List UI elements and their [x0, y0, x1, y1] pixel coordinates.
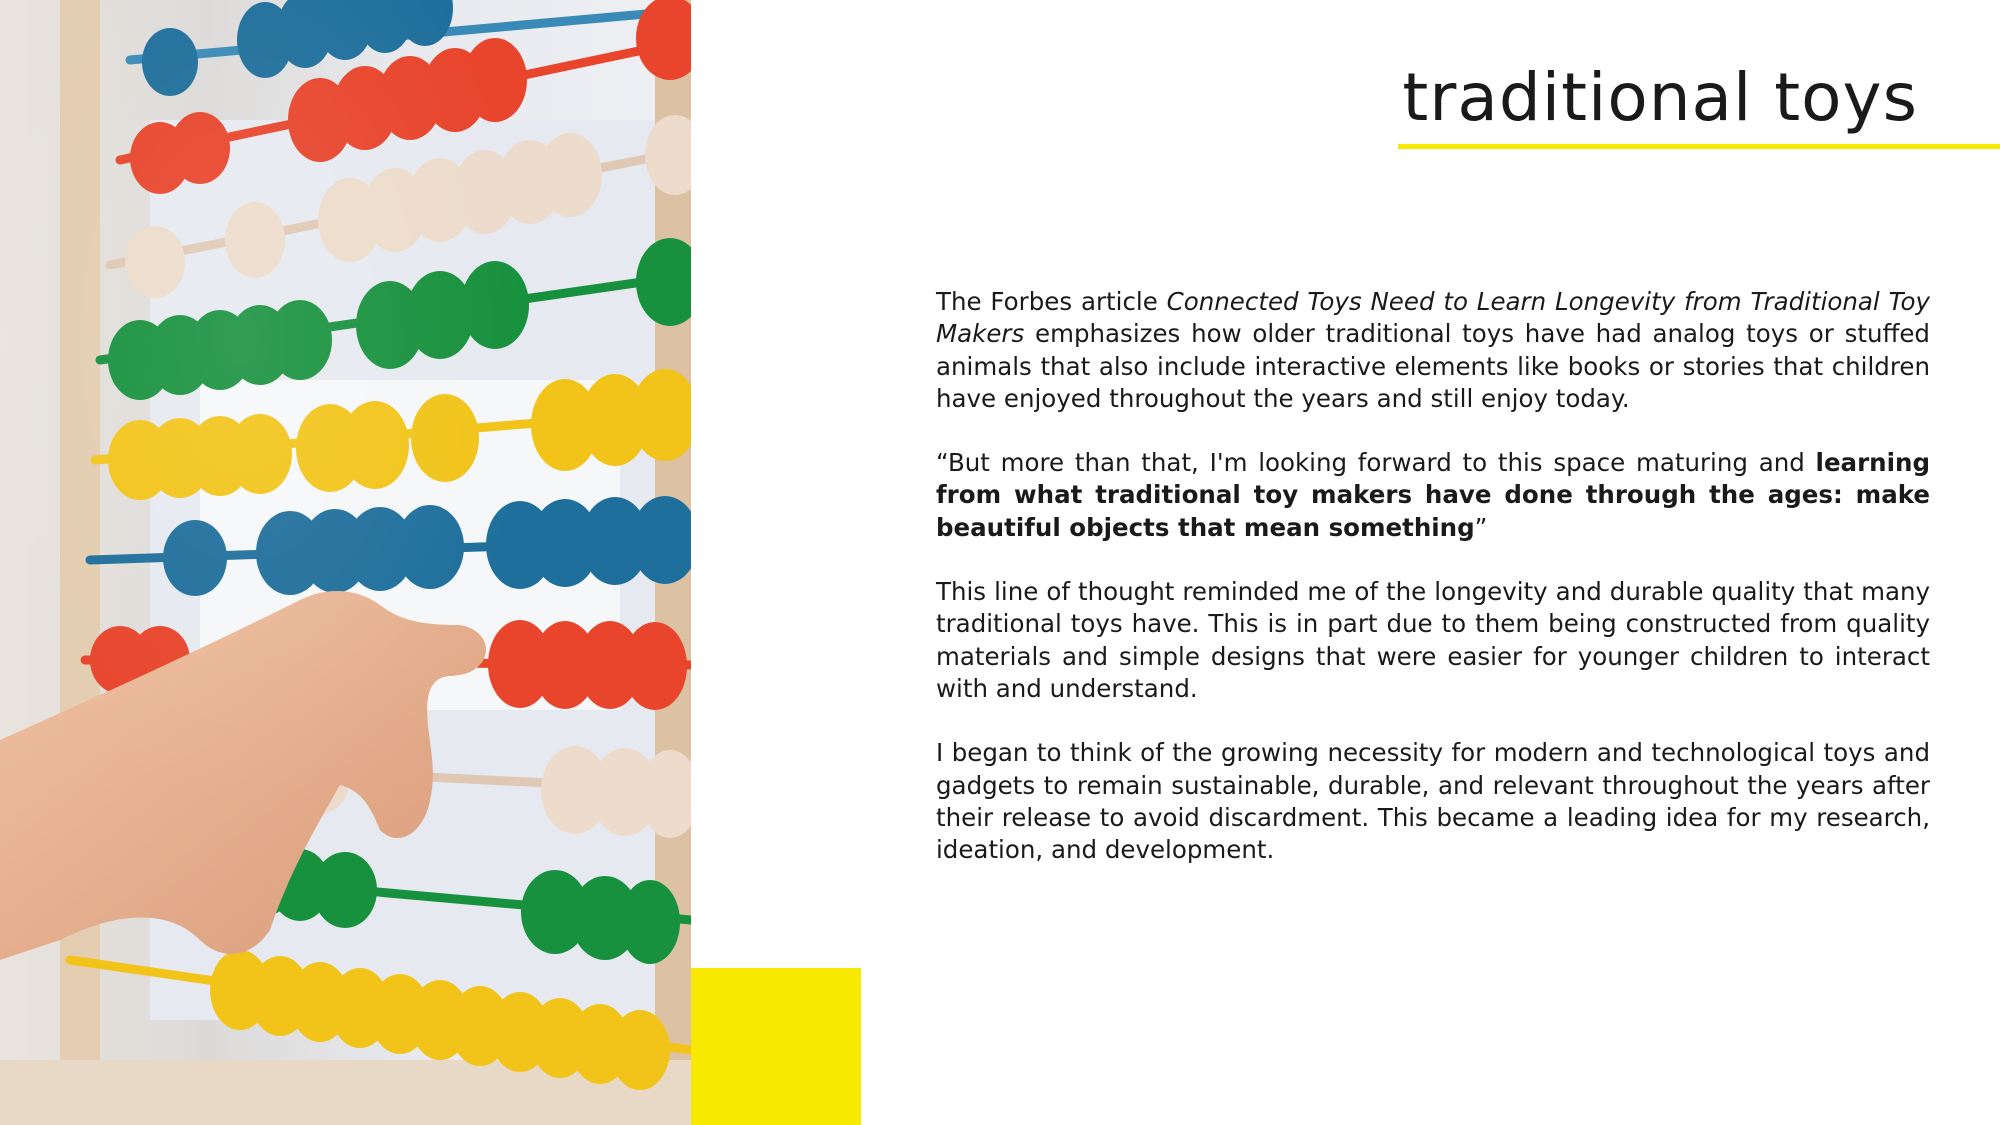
paragraph-forbes: The Forbes article Connected Toys Need to Learn Longevity from Traditional Toy Makers emphasizes how older traditional toys have had analog toys or stuffed animals that also include interactive elements like books or stories that children have enjoyed throughout the years and still enjoy today. — [936, 287, 1931, 413]
paragraph-quote: “But more than that, I'm looking forward to this space maturing and learning from what traditional toy makers have done through the ages: make beautiful objects that mean something” — [936, 448, 1930, 542]
body-text — [936, 286, 1930, 898]
abacus-photo-icon — [0, 0, 691, 1125]
quote-emphasis: learning from what traditional toy makers have done through the ages: make beautiful objects that mean something — [936, 448, 1930, 542]
paragraph-sustainability: I began to think of the growing necessity for modern and technological toys and gadgets to remain sustainable, durable, and relevant throughout the years after their release to avoid discardment. This became a leading idea for my research, ideation, and development. — [936, 738, 1930, 865]
abacus-photo — [0, 0, 691, 1125]
paragraph-longevity: This line of thought reminded me of the longevity and durable quality that many traditional toys have. This is in part due to them being constructed from quality materials and simple designs that were easier for younger children to interact with and understand. — [936, 577, 1930, 703]
article-title: Connected Toys Need to Learn Longevity from Traditional Toy Makers — [936, 287, 1931, 349]
accent-square — [691, 968, 861, 1125]
title-underline — [1398, 144, 2000, 149]
page-title: traditional toys — [1402, 59, 1918, 136]
